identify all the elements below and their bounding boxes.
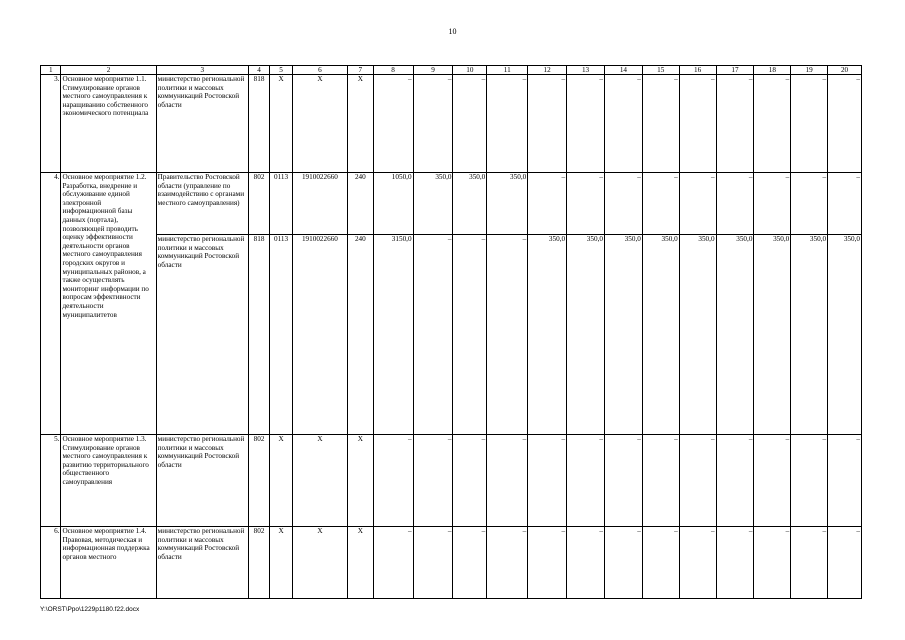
table-cell: – (453, 235, 487, 435)
header-cell: 16 (679, 66, 716, 75)
table-cell: – (453, 435, 487, 527)
table-cell: – (679, 527, 716, 599)
header-cell: 3 (156, 66, 248, 75)
table-cell: 1910022660 (292, 173, 347, 235)
table-cell: – (679, 75, 716, 173)
table-cell: – (716, 75, 754, 173)
table-cell: 240 (348, 173, 374, 235)
header-cell: 10 (453, 66, 487, 75)
footer-file-path: Y:\ORST\Ppo\1229p1180.f22.docx (40, 606, 140, 613)
table-cell: 350,0 (828, 235, 862, 435)
row-number: 5. (41, 435, 61, 527)
table-cell: – (528, 75, 567, 173)
table-cell: – (791, 435, 828, 527)
page-number: 10 (448, 27, 457, 36)
header-cell: 2 (61, 66, 156, 75)
table-cell: – (828, 173, 862, 235)
table-cell: – (828, 435, 862, 527)
table-cell: 240 (348, 235, 374, 435)
table-cell: 350,0 (413, 173, 453, 235)
table-cell: 802 (248, 527, 269, 599)
activity-name: Основное мероприятие 1.1. Стимулирование органов местного самоуправления к наращиванию собственного экономического потенциала (61, 75, 156, 173)
header-cell: 17 (716, 66, 754, 75)
table-cell: 350,0 (567, 235, 605, 435)
table-cell: – (567, 173, 605, 235)
table-cell: 3150,0 (373, 235, 413, 435)
executor: министерство региональной политики и массовых коммуникаций Ростовской области (156, 75, 248, 173)
table-cell: 818 (248, 235, 269, 435)
executor: Правительство Ростовской области (управление по взаимодействию с органами местного самоуправления) (156, 173, 248, 235)
table-cell: – (642, 527, 679, 599)
row-number: 4. (41, 173, 61, 435)
table-cell: – (679, 435, 716, 527)
table-cell: – (487, 527, 528, 599)
table-cell: 0113 (270, 173, 293, 235)
header-cell: 12 (528, 66, 567, 75)
table-cell: – (791, 75, 828, 173)
table-row (41, 235, 862, 435)
table-cell: 350,0 (604, 235, 642, 435)
header-cell: 8 (373, 66, 413, 75)
table-cell: – (679, 173, 716, 235)
table-cell: – (754, 527, 791, 599)
header-cell: 1 (41, 66, 61, 75)
table-cell: 350,0 (716, 235, 754, 435)
table-cell: – (791, 527, 828, 599)
table-cell: – (373, 527, 413, 599)
executor: министерство региональной политики и массовых коммуникаций Ростовской области (156, 435, 248, 527)
table-cell: – (604, 435, 642, 527)
table-cell: 802 (248, 435, 269, 527)
table-cell: – (373, 75, 413, 173)
table-cell: 350,0 (791, 235, 828, 435)
table-cell: – (413, 435, 453, 527)
table-cell: – (413, 235, 453, 435)
table-cell: – (604, 75, 642, 173)
table-cell: 350,0 (679, 235, 716, 435)
table-cell: Х (348, 75, 374, 173)
table-cell: – (453, 527, 487, 599)
table-cell: 802 (248, 173, 269, 235)
table-cell: – (716, 173, 754, 235)
table-cell: 350,0 (453, 173, 487, 235)
table-cell: 0113 (270, 235, 293, 435)
table-cell: 818 (248, 75, 269, 173)
table-cell: – (604, 173, 642, 235)
table-cell: – (754, 435, 791, 527)
table-row (41, 75, 862, 173)
header-cell: 11 (487, 66, 528, 75)
table-cell: – (528, 435, 567, 527)
table-cell: 350,0 (528, 235, 567, 435)
table-cell: Х (348, 527, 374, 599)
header-cell: 13 (567, 66, 605, 75)
header-cell: 7 (348, 66, 374, 75)
table-cell: – (453, 75, 487, 173)
table-cell: – (604, 527, 642, 599)
table-cell: – (754, 75, 791, 173)
table-cell: Х (348, 435, 374, 527)
table-cell: – (373, 435, 413, 527)
table-cell: – (567, 527, 605, 599)
header-cell: 14 (604, 66, 642, 75)
row-number: 3. (41, 75, 61, 173)
header-row (41, 66, 862, 75)
table-cell: – (791, 173, 828, 235)
executor: министерство региональной политики и массовых коммуникаций Ростовской области (156, 235, 248, 435)
table-cell: 350,0 (487, 173, 528, 235)
table-cell: – (642, 435, 679, 527)
table-cell: Х (270, 75, 293, 173)
table-cell: – (642, 173, 679, 235)
table-cell: – (487, 75, 528, 173)
table-cell: – (642, 75, 679, 173)
activity-name: Основное мероприятие 1.3. Стимулирование органов местного самоуправления к развитию территориального общественного самоуправления (61, 435, 156, 527)
table-cell: – (528, 173, 567, 235)
header-cell: 15 (642, 66, 679, 75)
table-row (41, 173, 862, 235)
table-cell: 1050,0 (373, 173, 413, 235)
table-row (41, 435, 862, 527)
header-cell: 5 (270, 66, 293, 75)
table-cell: – (567, 435, 605, 527)
table-cell: – (413, 75, 453, 173)
header-cell: 4 (248, 66, 269, 75)
header-cell: 20 (828, 66, 862, 75)
table-cell: 1910022660 (292, 235, 347, 435)
table-cell: 350,0 (642, 235, 679, 435)
header-cell: 9 (413, 66, 453, 75)
table-cell: – (754, 173, 791, 235)
row-number: 6. (41, 527, 61, 599)
header-cell: 6 (292, 66, 347, 75)
budget-table (40, 65, 862, 599)
table-cell: – (567, 75, 605, 173)
table-cell: Х (270, 435, 293, 527)
table-cell: – (828, 75, 862, 173)
activity-name: Основное мероприятие 1.2. Разработка, внедрение и обслуживание единой электронной информационной базы данных (портала), позволяющей проводить оценку эффективности деятельности органов местного самоуправления городских округов и муниципальных районов, а также осуществлять мониторинг информации по вопросам эффективности деятельности муниципалитетов (61, 173, 156, 435)
header-cell: 18 (754, 66, 791, 75)
table-cell: – (828, 527, 862, 599)
table-cell: 350,0 (754, 235, 791, 435)
executor: министерство региональной политики и массовых коммуникаций Ростовской области (156, 527, 248, 599)
table-cell: – (528, 527, 567, 599)
table-cell: – (413, 527, 453, 599)
table-cell: – (716, 527, 754, 599)
table-cell: – (487, 435, 528, 527)
table-cell: – (716, 435, 754, 527)
table-cell: – (487, 235, 528, 435)
table-cell: Х (292, 75, 347, 173)
table-cell: Х (292, 527, 347, 599)
table-row (41, 527, 862, 599)
table-cell: Х (270, 527, 293, 599)
activity-name: Основное мероприятие 1.4. Правовая, методическая и информационная поддержка органов местного (61, 527, 156, 599)
header-cell: 19 (791, 66, 828, 75)
table-cell: Х (292, 435, 347, 527)
